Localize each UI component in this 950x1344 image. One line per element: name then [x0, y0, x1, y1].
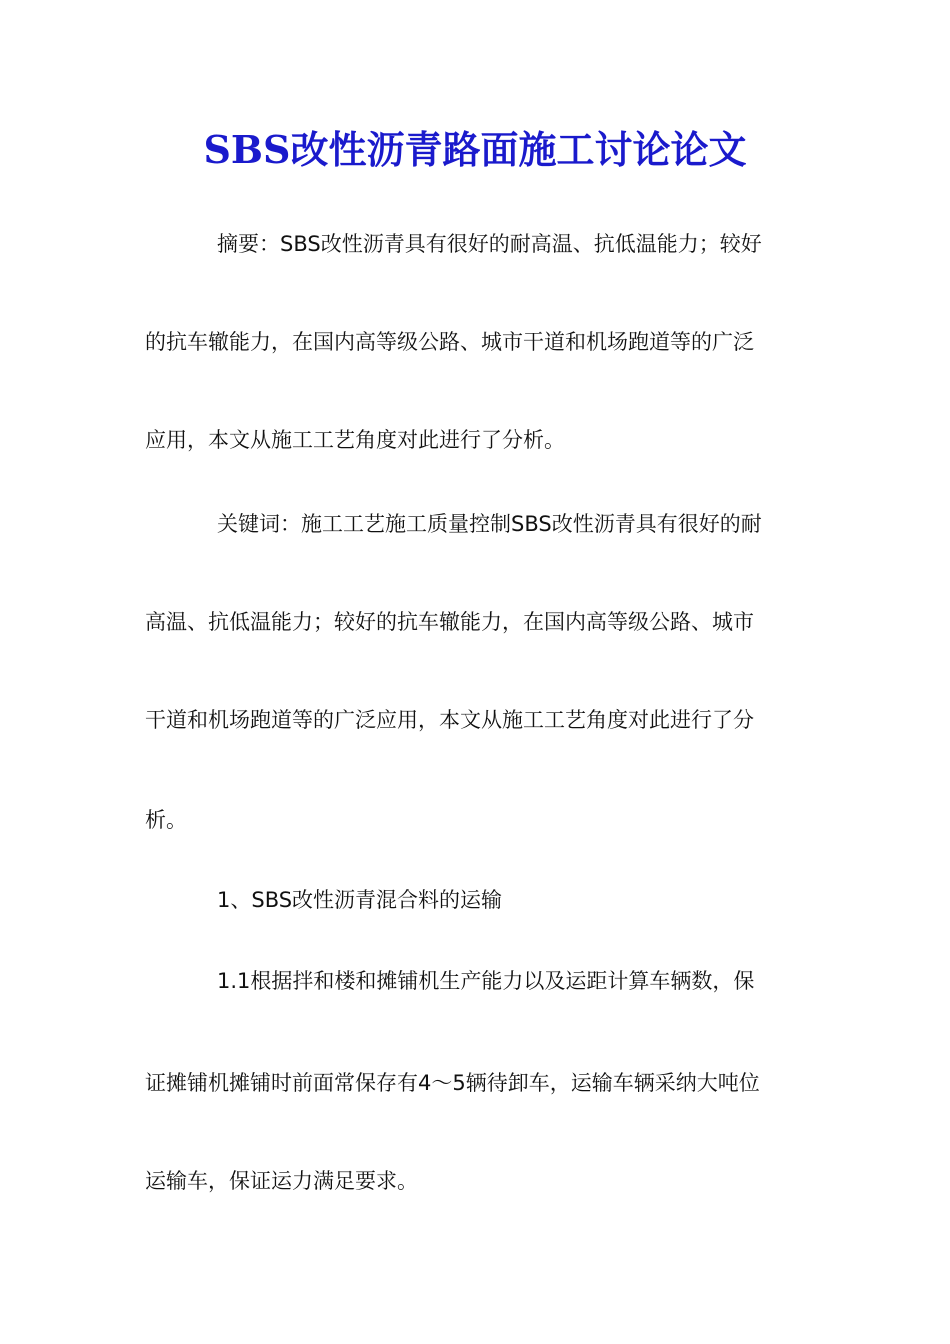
abstract-line-3: 应用，本文从施工工艺角度对此进行了分析。	[145, 428, 565, 452]
abstract-line-2: 的抗车辙能力，在国内高等级公路、城市干道和机场跑道等的广泛	[145, 330, 754, 354]
keywords-line-4: 析。	[145, 808, 187, 832]
section-heading: 1、SBS改性沥青混合料的运输	[217, 888, 503, 912]
keywords-line-3: 干道和机场跑道等的广泛应用，本文从施工工艺角度对此进行了分	[145, 708, 754, 732]
paragraph-line-3: 运输车，保证运力满足要求。	[145, 1169, 418, 1193]
keywords-line-1: 关键词：施工工艺施工质量控制SBS改性沥青具有很好的耐	[217, 512, 762, 536]
paragraph-line-1: 1.1根据拌和楼和摊铺机生产能力以及运距计算车辆数，保	[217, 969, 755, 993]
paragraph-line-2: 证摊铺机摊铺时前面常保存有4～5辆待卸车，运输车辆采纳大吨位	[145, 1071, 760, 1095]
keywords-line-2: 高温、抗低温能力；较好的抗车辙能力，在国内高等级公路、城市	[145, 610, 754, 634]
document-title: SBS改性沥青路面施工讨论论文	[203, 127, 747, 172]
abstract-line-1: 摘要：SBS改性沥青具有很好的耐高温、抗低温能力；较好	[217, 232, 762, 256]
